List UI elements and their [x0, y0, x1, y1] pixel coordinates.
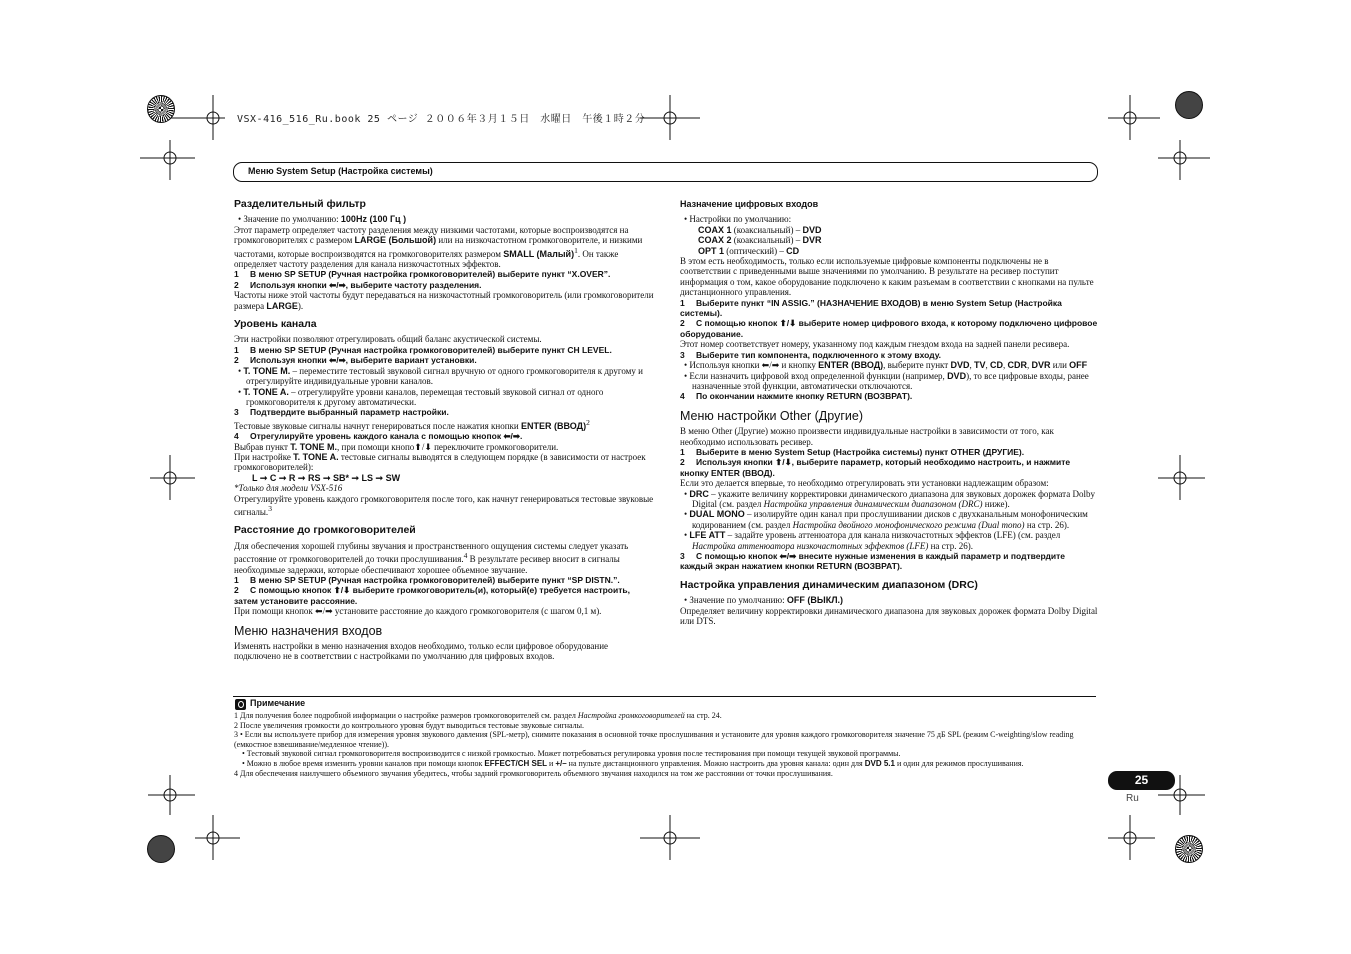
crossover-text: Этот параметр определяет частоту разделения между низкими частотами, которые воспроизводятся на громкоговорителях с размером LARGE (Большой) или на низкочастотном громкоговорителе, и низкими частотами, которые воспроизводятся на громкоговорителях размером SMALL (Малый)$^1$. Он также определяет частоту разделения для канала низкочастотных эффектов. — [234, 224, 643, 270]
crossover-heading: Разделительный фильтр — [234, 198, 366, 210]
distance-heading: Расстояние до громкоговорителей — [234, 524, 416, 537]
other-bullet-dual-mono: • DUAL MONO – изолируйте один канал при прослушивании дисков с двухканальным монофоническим кодированием (см. раздел Настройка двойного монофонического режима (Dual mono) на стр. 26). — [684, 509, 1088, 530]
digital-step-1: 1 Выберите пункт “IN ASSIG.” (НАЗНАЧЕНИЕ ВХОДОВ) в меню System Setup (Настройка системы). — [680, 297, 1062, 319]
registration-rosette-bottom-left — [147, 835, 175, 863]
other-step-2: 2 Используя кнопки ⬆/⬇, выберите параметр, который необходимо настроить, и нажмите кнопку ENTER (ВВОД). — [680, 457, 1071, 478]
level-bullet-ttm: • T. TONE M. – переместите тестовый звуковой сигнал вручную от одного громкоговорителя к другому и отрегулируйте индивидуальные уровни каналов. — [238, 365, 643, 387]
note-4: 4 Для обеспечения наилучшего объемного звучания убедитесь, чтобы задний громкоговоритель объемного звучания находился на том же расстоянии от точки прослушивания. — [234, 768, 833, 778]
language-label: Ru — [1126, 793, 1139, 804]
digital-step-3: 3 Выберите тип компонента, подключенного к этому входу. — [680, 349, 942, 360]
distance-intro: Для обеспечения хорошей глубины звучания и пространственного ощущения системы следует указать расстояние от громкоговорителей до точки прослушивания.$^4$ В результате ресивер вносит в сигналы необходимые задержки, которые обеспечивают хорошее объемное звучание. — [234, 540, 629, 575]
level-after-5: Отрегулируйте уровень каждого громкоговорителя после того, как начнут генерироваться тестовые звуковые сигналы.$^3$ — [234, 493, 654, 517]
distance-after: При помощи кнопок ⬅/➡ установите расстояние до каждого громкоговорителя (с шагом 0,1 м). — [234, 606, 602, 617]
crossover-step-2: 2 Используя кнопки ⬅/➡, выберите частоту разделения. — [234, 279, 482, 290]
distance-step-2: 2 С помощью кнопок ⬆/⬇ выберите громкоговоритель(и), который(е) требуется настроить, затем установите рассояние. — [234, 585, 630, 606]
note-2: 2 После увеличения громкости до контрольного уровня будут выводиться тестовые звуковые сигналы. — [234, 720, 585, 730]
level-after-3: Тестовые звуковые сигналы начнут генерироваться после нажатия кнопки ENTER (ВВОД)$^2$ — [234, 417, 590, 431]
other-intro: В меню Other (Другие) можно произвести индивидуальные настройки в зависимости от того, как необходимо использовать ресивер. — [680, 426, 1054, 447]
drc-default: • Значение по умолчанию: OFF (ВЫКЛ.) — [684, 595, 844, 606]
crossover-default: • Значение по умолчанию: 100Hz (100 Гц ) — [238, 214, 407, 225]
digital-coax1: COAX 1 (коаксиальный) – DVD — [698, 224, 822, 235]
digital-coax2: COAX 2 (коаксиальный) – DVR — [698, 235, 822, 246]
page-number: 25 — [1108, 771, 1175, 790]
note-icon — [235, 699, 246, 710]
digital-opt1: OPT 1 (оптический) – CD — [698, 245, 800, 256]
digital-text: В этом есть необходимость, только если используемые цифровые компоненты подключены не в соответствии с приведенными выше значениями по умолчанию. В результате на ресивер поступит информация о том, какое оборудование подключено к каким разъемам в соответствии с кнопками на пульте дистанционного управления. — [680, 256, 1094, 298]
other-after-2: Если это делается впервые, то необходимо отрегулировать эти установки надлежащим образом: — [680, 478, 1049, 489]
digital-heading: Назначение цифровых входов — [680, 199, 819, 209]
digital-bullet-1: • Используя кнопки ⬅/➡ и кнопку ENTER (ВВОД), выберите пункт DVD, TV, CD, CDR, DVR или OFF — [684, 360, 1088, 371]
level-intro: Эти настройки позволяют отрегулировать общий баланс акустической системы. — [234, 334, 542, 345]
right-column — [680, 199, 1098, 626]
note-3c: • Можно в любое время изменить уровни каналов при помощи кнопок EFFECT/CH SEL и +/– на пульте дистанционного управления. Можно настроить два уровня канала: один для DVD 5.1 и один для режимов прослушивания. — [242, 758, 1024, 768]
level-step-3: 3 Подтвердите выбранный параметр настройки. — [234, 407, 449, 418]
notes-body — [234, 711, 1096, 778]
note-3: 3 • Если вы используете прибор для измерения уровня звукового давления (SPL-метр), снимите показания в основной точке прослушивания и установите для уровня каждого громкоговорителя значение 75 дБ SPL (режим C-weighting/slow reading (емкостное взвешивание/медленное чтение)). — [234, 730, 1074, 749]
other-step-1: 1 Выберите в меню System Setup (Настройка системы) пункт OTHER (ДРУГИЕ). — [680, 446, 1025, 457]
running-header-text: Меню System Setup (Настройка системы) — [248, 166, 433, 176]
other-heading: Меню настройки Other (Другие) — [680, 408, 863, 423]
drc-text: Определяет величину корректировки динамического диапазона для звуковых дорожек формата Dolby Digital или DTS. — [680, 605, 1098, 627]
left-column — [234, 199, 654, 662]
other-step-3: 3 С помощью кнопок ⬅/➡ внесите нужные изменения в каждый параметр и подтвердите каждый экран нажатием кнопки RETURN (ВОЗВРАТ). — [680, 551, 1065, 572]
running-header — [233, 162, 1098, 182]
digital-step-2: 2 С помощью кнопок ⬆/⬇ выберите номер цифрового входа, к которому подключено цифровое оборудование. — [680, 318, 1098, 339]
distance-step-1: 1 В меню SP SETUP (Ручная настройка громкоговорителей) выберите пункт “SP DISTN.”. — [234, 575, 620, 585]
print-header: VSX-416_516_Ru.book 25 ページ ２００６年３月１５日 水曜日 午後１時２分 — [237, 114, 646, 125]
level-step-4: 4 Отрегулируйте уровень каждого канала с помощью кнопок ⬅/➡. — [234, 431, 523, 442]
registration-rosette-top-right — [1175, 91, 1203, 119]
other-bullet-drc: • DRC – укажите величину корректировки динамического диапазона для звуковых дорожек формата Dolby Digital (см. раздел Настройка управления динамическим диапазоном (DRC) ниже). — [684, 488, 1095, 509]
crossover-text-2: Частоты ниже этой частоты будут передаваться на низкочастотный громкоговоритель (или громкоговорители размера LARGE). — [234, 290, 654, 311]
digital-bullet-2: • Если назначить цифровой вход определенной функции (например, DVD), то все цифровые входы, ранее назначенные этой функции, автоматически отключаются. — [684, 370, 1089, 391]
input-heading: Меню назначения входов — [234, 623, 383, 638]
crossover-step-1: 1 В меню SP SETUP (Ручная настройка громкоговорителей) выберите пункт “X.OVER”. — [234, 269, 611, 280]
digital-step-4: 4 По окончании нажмите кнопку RETURN (ВОЗВРАТ). — [680, 391, 913, 402]
level-after-4b: При настройке T. TONE A. тестовые сигналы выводятся в следующем порядке (в зависимости от настроек громкоговорителей): — [234, 451, 646, 473]
level-after-4: Выбрав пункт T. TONE M., при помощи кнопо⬆/⬇ переключите громкоговорители. — [234, 441, 559, 452]
registration-rosette-top-left — [147, 95, 175, 123]
registration-rosette-bottom-right — [1175, 835, 1203, 863]
level-footnote: *Только для модели VSX-516 — [234, 483, 343, 494]
other-bullet-lfe: • LFE ATT – задайте уровень аттенюатора для канала низкочастотных эффектов (LFE) (см. раздел Настройка аттенюатора низкочастотных эффектов (LFE) на стр. 26). — [684, 530, 1061, 551]
level-order: L ➞ C ➞ R ➞ RS ➞ SB* ➞ LS ➞ SW — [252, 472, 401, 483]
notes-divider — [233, 696, 1096, 697]
digital-after-2: Этот номер соответствует номеру, указанному под каждым гнездом входа на задней панели ресивера. — [680, 339, 1070, 350]
input-text: Изменять настройки в меню назначения входов необходимо, только если цифровое оборудование подключено не в соответствии с настройками по умолчанию для цифровых входов. — [234, 641, 609, 662]
notes-title: Примечание — [250, 698, 306, 708]
note-1: 1 Для получения более подробной информации о настройке размеров громкоговорителей см. раздел Настройка громкоговорителей на стр. 24. — [234, 711, 722, 720]
level-step-2: 2 Используя кнопки ⬅/➡, выберите вариант установки. — [234, 355, 477, 366]
level-bullet-tta: • T. TONE A. – отрегулируйте уровни каналов, перемещая тестовый звуковой сигнал от одного громкоговорителя к другому автоматически. — [238, 386, 604, 407]
level-heading: Уровень канала — [234, 318, 317, 331]
digital-default-label: • Настройки по умолчанию: — [684, 214, 792, 225]
level-step-1: 1 В меню SP SETUP (Ручная настройка громкоговорителей) выберите пункт CH LEVEL. — [234, 344, 612, 355]
drc-heading: Настройка управления динамическим диапазоном (DRC) — [680, 578, 978, 591]
note-3b: • Тестовый звуковой сигнал громкоговорителя воспроизводится с низкой громкостью. Может потребоваться регулировка уровня после тестирования при помощи текущей звуковой программы. — [242, 749, 901, 759]
